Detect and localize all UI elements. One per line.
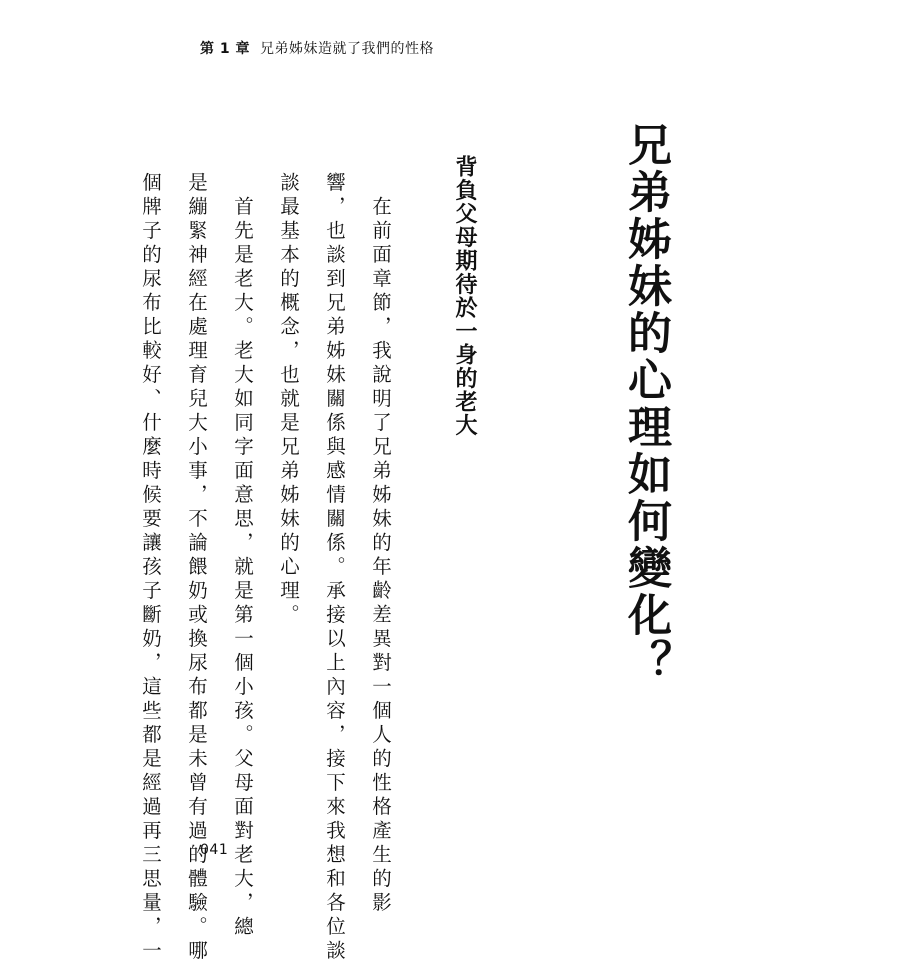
body-line-3: 談最基本的概念，也就是兄弟姊妹的心理。	[277, 172, 300, 628]
chapter-title: 兄弟姊妹的心理如何變化？	[620, 122, 671, 686]
running-header	[200, 38, 434, 58]
section-heading: 背負父母期待於一身的老大	[452, 155, 477, 437]
body-line-2: 響，也談到兄弟姊妹關係與感情關係。承接以上內容，接下來我想和各位談	[323, 172, 346, 964]
running-header-title: 兄弟姊妹造就了我們的性格	[260, 41, 434, 57]
page-number: 041	[200, 842, 229, 858]
body-line-4: 首先是老大。老大如同字面意思，就是第一個小孩。父母面對老大，總	[231, 196, 254, 940]
body-line-1: 在前面章節，我說明了兄弟姊妹的年齡差異對一個人的性格產生的影	[369, 196, 392, 916]
chapter-label: 第 1 章	[200, 41, 250, 57]
body-line-6: 個牌子的尿布比較好、什麼時候要讓孩子斷奶，這些都是經過再三思量，一	[139, 172, 162, 964]
body-line-5: 是繃緊神經在處理育兒大小事，不論餵奶或換尿布都是未曾有過的體驗。哪	[185, 172, 208, 964]
